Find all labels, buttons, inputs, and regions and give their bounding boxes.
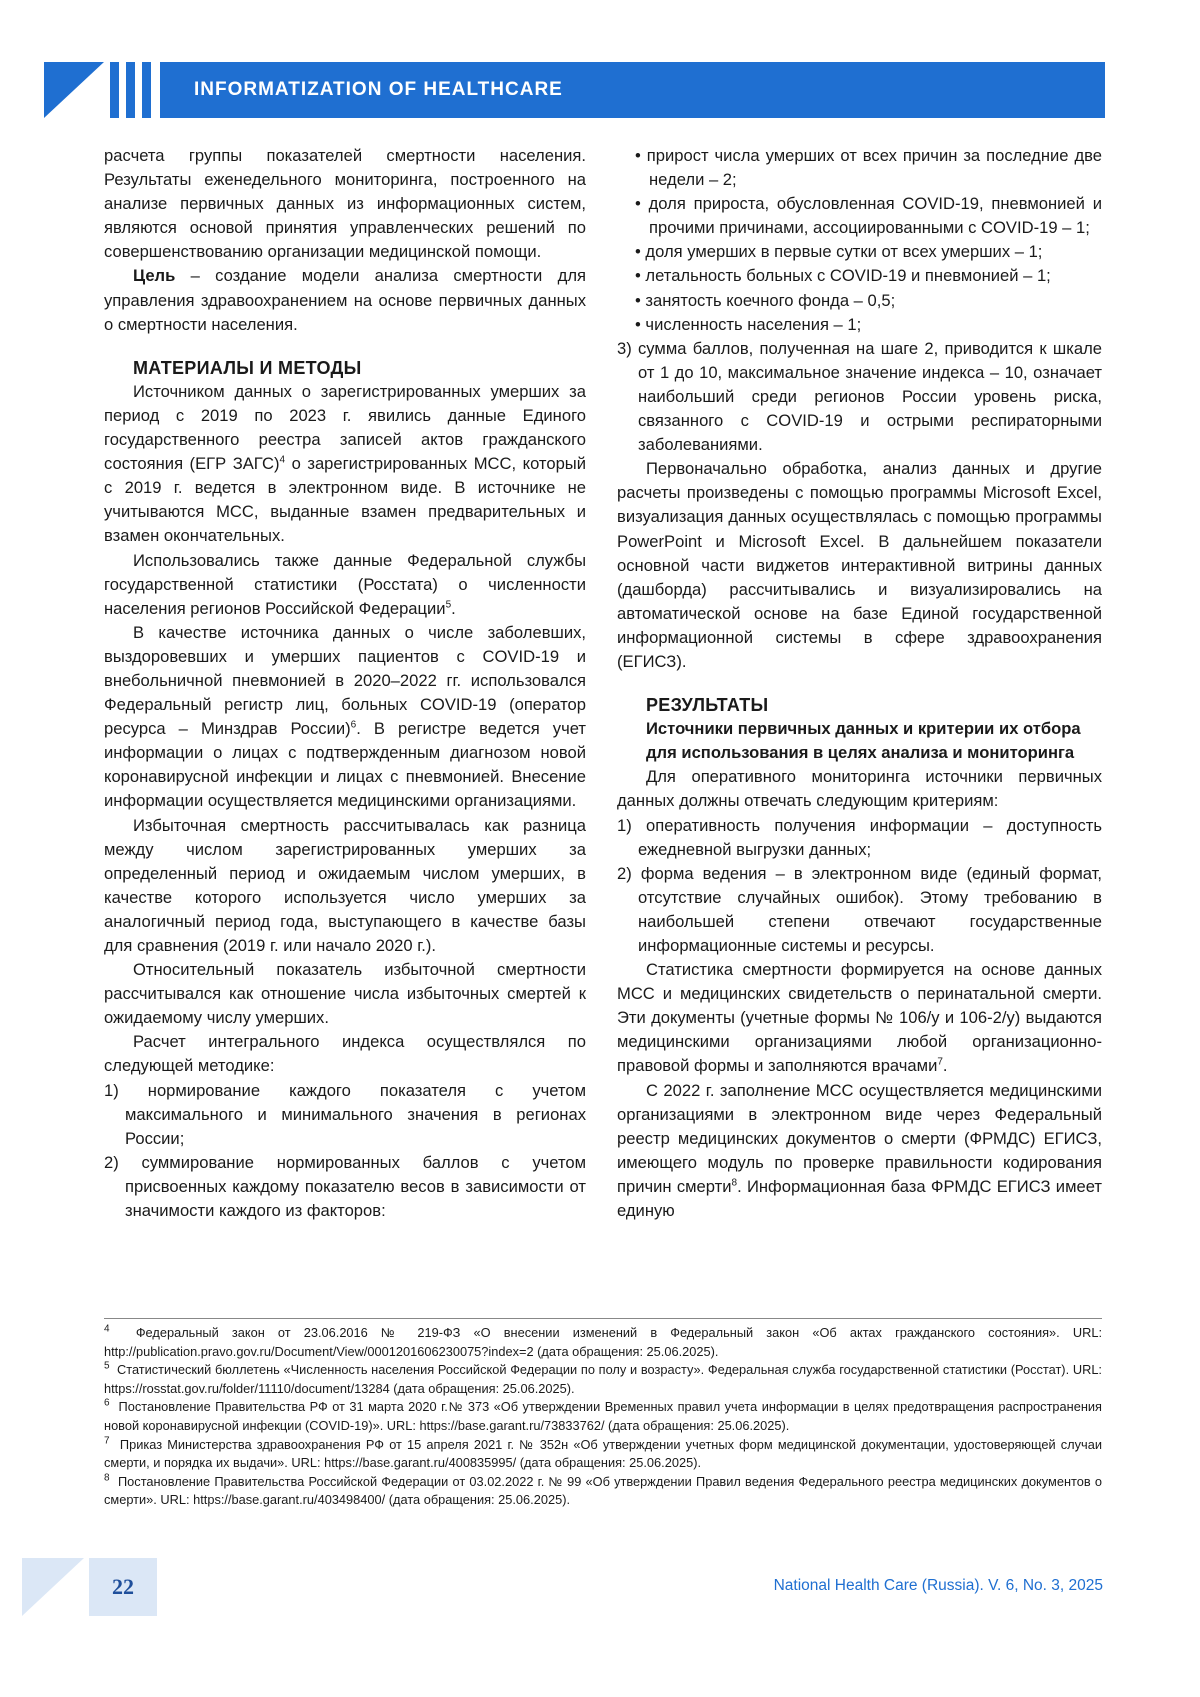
footnote-text: Постановление Правительства Российской Федерации от 03.02.2022 г. № 99 «Об утверждении Правил ведения Федерального реестра медицинских документов о смерти». URL: https://base.garant.ru/403498400/ (дата обращения: 25.06.2025). xyxy=(104,1474,1102,1508)
footer-triangle-decoration xyxy=(22,1558,84,1616)
footnote-ref[interactable]: 6 xyxy=(351,720,357,731)
bullet-item: • доля прироста, обусловленная COVID-19, пневмонией и прочими причинами, ассоциированными с COVID-19 – 1; xyxy=(617,192,1102,240)
aim-paragraph xyxy=(104,264,586,336)
paragraph-text: С 2022 г. заполнение МСС осуществляется медицинскими организациями в электронном виде через Федеральный реестр медицинских документов о смерти (ФРМДС) ЕГИСЗ, имеющего модуль по проверке правильности кодирования причин смерти xyxy=(617,1081,1102,1196)
paragraph-text: Статистика смертности формируется на основе данных МСС и медицинских свидетельств о перинатальной смерти. Эти документы (учетные формы № 106/у и 106-2/у) выдаются медицинскими организациями любой организационно-правовой формы и заполняются врачами xyxy=(617,960,1102,1075)
footnote-text: Федеральный закон от 23.06.2016 № 219-ФЗ «О внесении изменений в Федеральный закон «Об актах гражданского состояния». URL: http://publication.pravo.gov.ru/Document/View/0001201606230075?index=2 (дата обращения: 25.06.2025). xyxy=(104,1325,1102,1359)
paragraph: Для оперативного мониторинга источники первичных данных должны отвечать следующим критериям: xyxy=(617,765,1102,813)
paragraph-text: о зарегистрированных МСС, который с 2019 г. ведется в электронном виде. В источнике не учитываются МСС, выданные взамен предварительных и взамен окончательных. xyxy=(104,454,586,545)
bullet-item: • прирост числа умерших от всех причин за последние две недели – 2; xyxy=(617,144,1102,192)
paragraph-text: . В регистре ведется учет информации о лицах с подтвержденным диагнозом новой коронавирусной инфекции и лицах с пневмонией. Внесение информации осуществляется медицинскими организациями. xyxy=(104,719,586,810)
section-header xyxy=(160,62,1105,118)
footnote-ref[interactable]: 7 xyxy=(937,1057,943,1068)
paragraph-text: . xyxy=(451,599,456,618)
footnote-text: Приказ Министерства здравоохранения РФ от 15 апреля 2021 г. № 352н «Об утверждении учетных форм медицинской документации, удостоверяющей случаи смерти, и порядка их выдачи». URL: https://base.garant.ru/400835995/ (дата обращения: 25.06.2025). xyxy=(104,1437,1102,1471)
list-item: 3) сумма баллов, полученная на шаге 2, приводится к шкале от 1 до 10, максимальное значение индекса – 10, означает наибольший среди регионов России уровень риска, связанного с COVID-19 и острыми респираторными заболеваниями. xyxy=(617,337,1102,457)
footnote-text: Статистический бюллетень «Численность населения Российской Федерации по полу и возрасту». Федеральная служба государственной статистики (Росстат). URL: https://rosstat.gov.ru/folder/11110/document/13284 (дата обращения: 25.06.2025). xyxy=(104,1362,1102,1396)
footnote xyxy=(104,1398,1102,1435)
results-heading: РЕЗУЛЬТАТЫ xyxy=(617,693,1102,717)
header-stripe xyxy=(110,62,119,118)
header-triangle-decoration xyxy=(44,62,104,118)
footnote-ref[interactable]: 5 xyxy=(446,599,452,610)
footnote-divider xyxy=(104,1318,1102,1319)
paragraph: Первоначально обработка, анализ данных и другие расчеты произведены с помощью программы Microsoft Excel, визуализация данных осуществлялась с помощью программы PowerPoint и Microsoft Excel. В дальнейшем показатели основной части виджетов интерактивной витрины данных (дашборда) рассчитывались и визуализировались на автоматической основе на базе Единой государственной информационной системы в сфере здравоохранения (ЕГИСЗ). xyxy=(617,457,1102,674)
paragraph xyxy=(617,1079,1102,1224)
paragraph-text: . Информационная база ФРМДС ЕГИСЗ имеет единую xyxy=(617,1177,1102,1220)
paragraph: расчета группы показателей смертности населения. Результаты еженедельного мониторинга, построенного на анализе первичных данных из информационных систем, являются основой принятия управленческих решений по совершенствованию организации медицинской помощи. xyxy=(104,144,586,264)
subsection-heading: Источники первичных данных и критерии их отбора для использования в целях анализа и мониторинга xyxy=(617,717,1102,765)
list-item: 1) оперативность получения информации – доступность ежедневной выгрузки данных; xyxy=(617,814,1102,862)
bullet-item: • летальность больных с COVID-19 и пневмонией – 1; xyxy=(617,264,1102,288)
footnote-number: 6 xyxy=(104,1398,110,1409)
footnote xyxy=(104,1324,1102,1361)
footnote-ref[interactable]: 4 xyxy=(280,455,286,466)
paragraph: Расчет интегрального индекса осуществлялся по следующей методике: xyxy=(104,1030,586,1078)
journal-citation: National Health Care (Russia). V. 6, No. 3, 2025 xyxy=(774,1577,1103,1595)
aim-text: – создание модели анализа смертности для управления здравоохранением на основе первичных данных о смертности населения. xyxy=(104,266,586,333)
paragraph xyxy=(617,958,1102,1078)
paragraph xyxy=(104,380,586,549)
footnote xyxy=(104,1436,1102,1473)
footnote-number: 7 xyxy=(104,1435,110,1446)
section-title: INFORMATIZATION OF HEALTHCARE xyxy=(194,79,563,100)
paragraph-text: . xyxy=(943,1056,948,1075)
footnote xyxy=(104,1361,1102,1398)
bullet-item: • численность населения – 1; xyxy=(617,313,1102,337)
right-column xyxy=(617,144,1102,1223)
footnotes xyxy=(104,1324,1102,1510)
paragraph: Относительный показатель избыточной смертности рассчитывался как отношение числа избыточных смертей к ожидаемому числу умерших. xyxy=(104,958,586,1030)
bullet-item: • занятость коечного фонда – 0,5; xyxy=(617,289,1102,313)
paragraph-text: Использовались также данные Федеральной службы государственной статистики (Росстата) о численности населения регионов Российской Федерации xyxy=(104,551,586,618)
paragraph xyxy=(104,549,586,621)
header-stripe xyxy=(126,62,135,118)
list-item: 2) форма ведения – в электронном виде (единый формат, отсутствие случайных ошибок). Этому требованию в наибольшей степени отвечают государственные информационные системы и ресурсы. xyxy=(617,862,1102,958)
left-column xyxy=(104,144,586,1223)
spacer xyxy=(617,674,1102,693)
paragraph-text: В качестве источника данных о числе заболевших, выздоровевших и умерших пациентов с COVID-19 и внебольничной пневмонией в 2020–2022 гг. использовался Федеральный регистр лиц, больных COVID-19 (оператор ресурса – Минздрав России) xyxy=(104,623,586,738)
footnote-ref[interactable]: 8 xyxy=(732,1177,738,1188)
page-number: 22 xyxy=(89,1558,157,1616)
methods-heading: МАТЕРИАЛЫ И МЕТОДЫ xyxy=(104,356,586,380)
paragraph xyxy=(104,621,586,814)
footnote-number: 5 xyxy=(104,1361,110,1372)
list-item: 2) суммирование нормированных баллов с учетом присвоенных каждому показателю весов в зависимости от значимости каждого из факторов: xyxy=(104,1151,586,1223)
paragraph: Избыточная смертность рассчитывалась как разница между числом зарегистрированных умерших за определенный период и ожидаемым числом умерших, в качестве которого используется число умерших за аналогичный период года, выступающего в качестве базы для сравнения (2019 г. или начало 2020 г.). xyxy=(104,814,586,959)
header-stripe xyxy=(142,62,151,118)
list-item: 1) нормирование каждого показателя с учетом максимального и минимального значения в регионах России; xyxy=(104,1079,586,1151)
footnote-number: 8 xyxy=(104,1472,110,1483)
paragraph-text: Источником данных о зарегистрированных умерших за период с 2019 по 2023 г. явились данные Единого государственного реестра записей актов гражданского состояния (ЕГР ЗАГС) xyxy=(104,382,586,473)
footnote-text: Постановление Правительства РФ от 31 марта 2020 г.№ 373 «Об утверждении Временных правил учета информации в целях предотвращения распространения новой коронавирусной инфекции (COVID-19)». URL: https://base.garant.ru/73833762/ (дата обращения: 25.06.2025). xyxy=(104,1399,1102,1433)
footnote xyxy=(104,1473,1102,1510)
bullet-item: • доля умерших в первые сутки от всех умерших – 1; xyxy=(617,240,1102,264)
spacer xyxy=(104,337,586,356)
aim-label: Цель xyxy=(133,266,175,285)
footnote-number: 4 xyxy=(104,1324,110,1335)
